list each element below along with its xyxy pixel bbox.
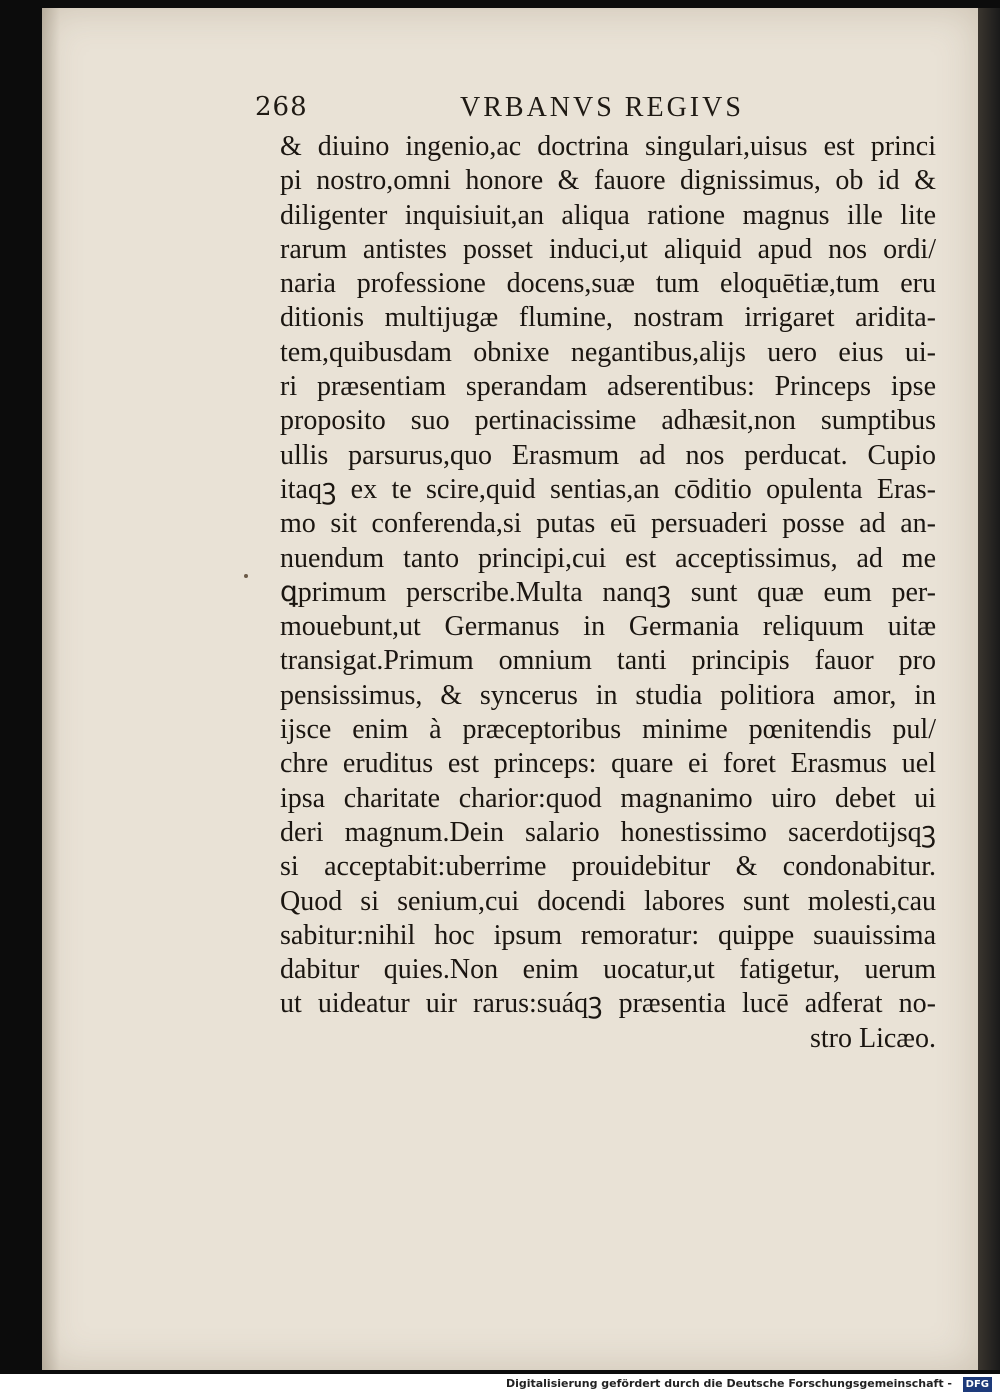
- text-line: ullis parsurus,quo Erasmum ad nos perducat. Cupio: [280, 439, 936, 471]
- footer-bar: [0, 1374, 1000, 1396]
- funding-notice: Digitalisierung gefördert durch die Deutsche Forschungsgemeinschaft -: [505, 1377, 952, 1390]
- text-line: naria professione docens,suæ tum eloquētiæ,tum eru: [280, 268, 936, 300]
- text-line: chre eruditus est princeps: quare ei foret Erasmus uel: [280, 748, 936, 780]
- text-line: dabitur quies.Non enim uocatur,ut fatigetur, uerum: [280, 954, 936, 986]
- text-line: ijsce enim à præceptoribus minime pœnitendis pul/: [280, 714, 936, 746]
- text-line: ri præsentiam sperandam adserentibus: Princeps ipse: [280, 371, 936, 403]
- running-head: VRBANVS REGIVS: [460, 92, 744, 123]
- text-line: stro Licæo.: [810, 1022, 936, 1054]
- page-header: [255, 92, 775, 126]
- text-line: ꝗprimum perscribe.Multa nanqꝫ sunt quæ eum per-: [280, 576, 936, 608]
- text-line: pensissimus, & syncerus in studia politiora amor, in: [280, 679, 936, 711]
- text-line: si acceptabit:uberrime prouidebitur & condonabitur.: [280, 851, 936, 883]
- text-line: & diuino ingenio,ac doctrina singulari,uisus est princi: [280, 131, 936, 162]
- text-line: proposito suo pertinacissime adhæsit,non sumptibus: [280, 405, 936, 437]
- page-number: 268: [255, 92, 308, 122]
- text-line: mouebunt,ut Germanus in Germania reliquum uitæ: [280, 611, 936, 643]
- page-edge: [978, 8, 1000, 1370]
- text-line: ut uideatur uir rarus:suáqꝫ præsentia lucē adferat no-: [280, 988, 936, 1020]
- text-line: ipsa charitate charior:quod magnanimo uiro debet ui: [280, 782, 936, 814]
- text-line: rarum antistes posset induci,ut aliquid apud nos ordi/: [280, 233, 936, 265]
- text-line: nuendum tanto principi,cui est acceptissimus, ad me: [280, 542, 936, 574]
- paper-speck: [244, 574, 248, 578]
- text-line: itaqꝫ ex te scire,quid sentias,an cōditio opulenta Eras-: [280, 473, 936, 505]
- text-line: transigat.Primum omnium tanti principis fauor pro: [280, 645, 936, 677]
- text-line: pi nostro,omni honore & fauore dignissimus, ob id &: [280, 165, 936, 197]
- dfg-logo: DFG: [963, 1377, 992, 1392]
- text-line: tem,quibusdam obnixe negantibus,alijs uero eius ui-: [280, 336, 936, 368]
- text-line: mo sit conferenda,si putas eū persuaderi posse ad an-: [280, 508, 936, 540]
- text-line: deri magnum.Dein salario honestissimo sacerdotijsqꝫ: [280, 816, 936, 848]
- text-line: ditionis multijugæ flumine, nostram irrigaret aridita-: [280, 302, 936, 334]
- text-line: diligenter inquisiuit,an aliqua ratione magnus ille lite: [280, 199, 936, 231]
- body-text: [280, 130, 936, 1056]
- text-line: Quod si senium,cui docendi labores sunt molesti,cau: [280, 885, 936, 917]
- text-line: sabitur:nihil hoc ipsum remoratur: quippe suauissima: [280, 919, 936, 951]
